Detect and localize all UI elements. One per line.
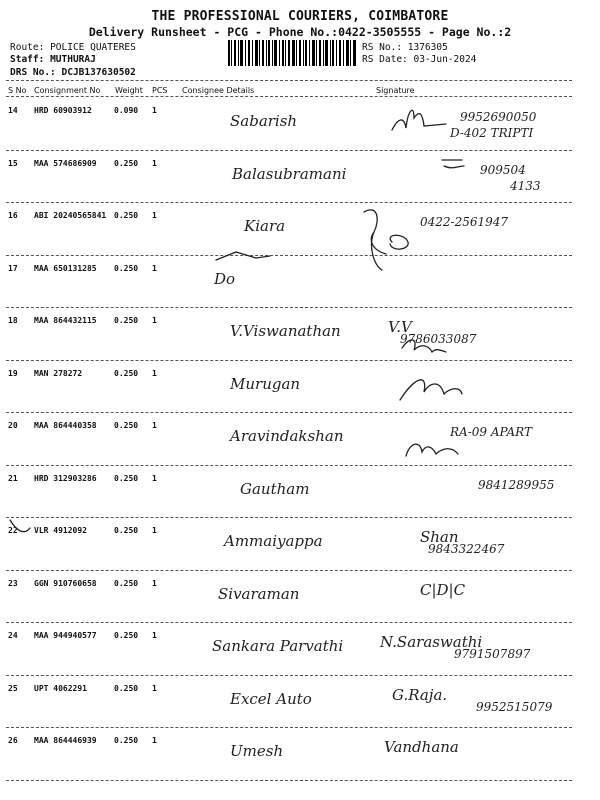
pcs-cell: 1 [152,368,157,378]
consignee-handwritten: Gautham [240,479,310,498]
consignment-cell: HRD 60903912 [34,106,92,115]
signature-scribble-21 [406,444,458,456]
row-divider [6,465,572,466]
consignee-dash-17 [216,252,270,260]
staff-line: Staff: MUTHURAJ [10,54,96,65]
pcs-cell: 1 [152,473,157,483]
header-rule-bottom [6,96,572,97]
signature-mark: Shan [420,528,459,546]
consignee-handwritten: Umesh [230,742,284,760]
col-header-consignment: Consignment No [34,86,101,95]
signature-note: 9841289955 [478,477,555,492]
weight-cell: 0.250 [114,578,139,588]
pcs-cell: 1 [152,211,157,220]
weight-cell: 0.250 [114,421,139,430]
col-header-weight: Weight [115,86,143,95]
consignee-handwritten: Sankara Parvathi [212,637,344,655]
consignee-handwritten: Sabarish [230,112,298,130]
row-divider [6,150,572,151]
consignee-handwritten: Do [214,269,236,288]
signature-note-2: 4133 [510,178,541,193]
consignee-handwritten: Balasubramani [232,164,347,183]
signature-note: 9952690050 [460,110,537,124]
weight-cell: 0.250 [114,263,139,273]
signature-mark: N.Saraswathi [380,633,483,651]
consignee-handwritten: Murugan [230,374,301,393]
rs-number: RS No.: 1376305 [362,42,448,53]
row-divider [6,412,572,413]
row-divider [6,622,572,623]
consignment-cell: VLR 4912092 [34,526,87,535]
row-divider [6,255,572,256]
signature-mark: C|D|C [420,580,466,599]
consignee-handwritten: Excel Auto [230,689,312,708]
signature-scribble-14 [392,110,446,130]
weight-cell: 0.090 [114,106,139,115]
consignment-cell: MAN 278272 [34,368,83,378]
barcode [228,40,356,66]
weight-cell: 0.250 [114,158,139,168]
col-header-pcs: PCS [152,86,168,95]
consignee-handwritten: V.Viswanathan [230,322,341,340]
signature-note-2: D-402 TRIPTI [450,126,534,140]
route-line: Route: POLICE QUATERES [10,42,136,53]
signature-circle-16 [390,235,408,249]
sno-cell: 22 [8,526,18,535]
consignee-handwritten: Ammaiyappa [224,532,323,550]
consignment-cell: MAA 650131285 [34,263,97,273]
sno-cell: 16 [8,211,18,220]
weight-cell: 0.250 [114,736,139,745]
consignment-cell: MAA 864446939 [34,736,97,745]
sno-cell: 14 [8,106,18,115]
consignee-handwritten: Aravindakshan [230,427,344,445]
signature-note: 9843322467 [428,542,505,556]
consignment-cell: ABI 20240565841 [34,211,107,220]
pcs-cell: 1 [152,578,157,588]
weight-cell: 0.250 [114,368,139,378]
signature-note: 9952515079 [476,699,553,714]
signature-note: 9786033087 [400,332,477,346]
pcs-cell: 1 [152,736,157,745]
row-divider [6,360,572,361]
row-divider [6,307,572,308]
row-divider [6,570,572,571]
consignment-cell: GGN 910760658 [34,578,97,588]
weight-cell: 0.250 [114,526,139,535]
sno-cell: 26 [8,736,18,745]
col-header-consignee: Consignee Details [182,86,255,95]
signature-note: 9791507897 [454,647,531,661]
sno-cell: 23 [8,578,18,588]
pcs-cell: 1 [152,316,157,325]
consignment-cell: MAA 864432115 [34,316,97,325]
pcs-cell: 1 [152,631,157,640]
signature-note: 0422-2561947 [420,215,509,229]
weight-cell: 0.250 [114,683,139,693]
sno-cell: 20 [8,421,18,430]
signature-scribble-20 [400,380,462,400]
signature-scribble-15 [442,160,464,168]
signature-mark: Vandhana [384,738,459,756]
weight-cell: 0.250 [114,473,139,483]
company-title: THE PROFESSIONAL COURIERS, COIMBATORE [151,9,449,24]
row-divider [6,517,572,518]
row-divider [6,727,572,728]
col-header-sno: S No [8,86,27,95]
pcs-cell: 1 [152,683,157,693]
pcs-cell: 1 [152,158,157,168]
row-divider [6,780,572,781]
rs-date: RS Date: 03-Jun-2024 [362,54,477,65]
consignment-cell: MAA 574686909 [34,158,97,168]
weight-cell: 0.250 [114,211,139,220]
pcs-cell: 1 [152,526,157,535]
weight-cell: 0.250 [114,316,139,325]
signature-note: 909504 [480,162,526,177]
header-rule-top [6,80,572,81]
consignment-cell: UPT 4062291 [34,683,87,693]
pcs-cell: 1 [152,106,157,115]
row-divider [6,202,572,203]
consignment-cell: MAA 864440358 [34,421,97,430]
sno-cell: 24 [8,631,18,640]
signature-mark: V.V [388,318,412,336]
runsheet-title: Delivery Runsheet - PCG - Phone No.:0422-3505555 - Page No.:2 [88,25,512,39]
brace-mark-16-17 [364,210,386,270]
sno-cell: 15 [8,158,18,168]
sno-cell: 18 [8,316,18,325]
drs-line: DRS No.: DCJB137630502 [10,67,136,78]
consignee-handwritten: Kiara [244,217,286,235]
sno-cell: 19 [8,368,18,378]
sno-cell: 17 [8,263,18,273]
signature-mark: G.Raja. [392,685,448,704]
sno-cell: 21 [8,473,18,483]
pcs-cell: 1 [152,421,157,430]
consignee-handwritten: Sivaraman [218,584,300,603]
col-header-signature: Signature [376,86,415,95]
consignment-cell: HRD 312903286 [34,473,97,483]
consignment-cell: MAA 944940577 [34,631,97,640]
sno-cell: 25 [8,683,18,693]
signature-note: RA-09 APART [450,425,532,439]
weight-cell: 0.250 [114,631,139,640]
row-divider [6,675,572,676]
pcs-cell: 1 [152,263,157,273]
